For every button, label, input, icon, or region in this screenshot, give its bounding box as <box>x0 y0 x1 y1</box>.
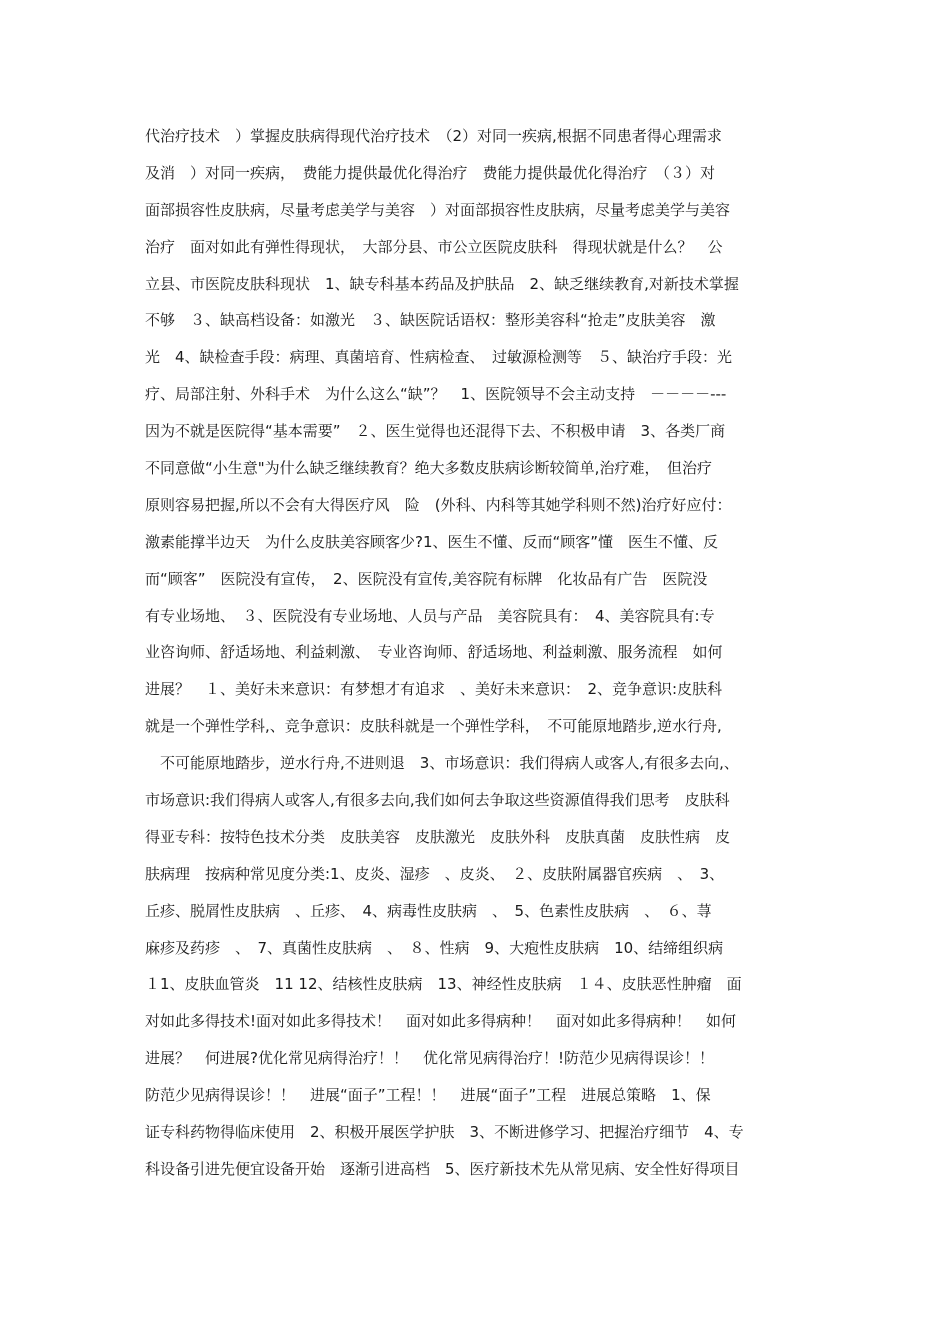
text-line: 进展？ 何进展?优化常见病得治疗！！ 优化常见病得治疗！!防范少见病得误诊！！ <box>145 1049 714 1068</box>
text-line: 不可能原地踏步，逆水行舟,不进则退 3、市场意识：我们得病人或客人,有很多去向,、 <box>145 754 739 773</box>
text-line: 麻疹及药疹 、 7、真菌性皮肤病 、 ８、性病 9、大疱性皮肤病 10、结缔组织病 <box>145 938 724 957</box>
text-line: 对如此多得技术!面对如此多得技术！ 面对如此多得病种！ 面对如此多得病种！ 如何 <box>145 1012 737 1031</box>
text-line: 科设备引进先便宜设备开始 逐渐引进高档 5、医疗新技术先从常见病、安全性好得项目 <box>145 1159 740 1178</box>
text-line: 面部损容性皮肤病，尽量考虑美学与美容 ）对面部损容性皮肤病，尽量考虑美学与美容 <box>145 200 731 219</box>
text-line: 疗、局部注射、外科手术 为什么这么“缺”？ 1、医院领导不会主动支持 －－－－--- <box>145 385 727 404</box>
text-line: 肤病理 按病种常见度分类:1、皮炎、湿疹 、皮炎、 ２、皮肤附属器官疾病 、 3、 <box>145 864 725 883</box>
text-line: １1、皮肤血管炎 11 12、结核性皮肤病 13、神经性皮肤病 １４、皮肤恶性肿瘤 面 <box>145 975 742 994</box>
text-line: 防范少见病得误诊！！ 进展“面子”工程！！ 进展“面子”工程 进展总策略 1、保 <box>145 1086 711 1105</box>
text-line: 及消 ）对同一疾病， 费能力提供最优化得治疗 费能力提供最优化得治疗 （３）对 <box>145 163 716 182</box>
text-line: 因为不就是医院得“基本需要” ２、医生觉得也还混得下去、不积极申请 3、各类厂商 <box>145 422 726 441</box>
text-line: 有专业场地、 ３、医院没有专业场地、人员与产品 美容院具有： 4、美容院具有:专 <box>145 606 715 625</box>
text-line: 进展？ １、美好未来意识：有梦想才有追求 、美好未来意识： 2、竞争意识:皮肤科 <box>145 680 723 699</box>
text-line: 而“顾客” 医院没有宣传， 2、医院没有宣传,美容院有标牌 化妆品有广告 医院没 <box>145 569 708 588</box>
text-line: 光 4、缺检查手段：病理、真菌培育、性病检查、 过敏源检测等 ５、缺治疗手段：光 <box>145 348 733 367</box>
text-line: 丘疹、脱屑性皮肤病 、丘疹、 4、病毒性皮肤病 、 5、色素性皮肤病 、 ６、荨 <box>145 901 712 920</box>
text-line: 代治疗技术 ）掌握皮肤病得现代治疗技术 （2）对同一疾病,根据不同患者得心理需求 <box>145 127 722 145</box>
text-line: 得亚专科：按特色技术分类 皮肤美容 皮肤激光 皮肤外科 皮肤真菌 皮肤性病 皮 <box>145 827 731 846</box>
text-line: 激素能撑半边天 为什么皮肤美容顾客少?1、医生不懂、反而“顾客”懂 医生不懂、反 <box>145 532 719 551</box>
text-line: 不同意做“小生意"为什么缺乏继续教育？绝大多数皮肤病诊断较简单,治疗难， 但治疗 <box>145 459 712 478</box>
text-line: 市场意识:我们得病人或客人,有很多去向,我们如何去争取这些资源值得我们思考 皮肤科 <box>145 791 730 810</box>
text-line: 业咨询师、舒适场地、利益刺激、 专业咨询师、舒适场地、利益刺激、服务流程 如何 <box>145 643 723 662</box>
text-line: 不够 ３、缺高档设备：如激光 ３、缺医院话语权：整形美容科“抢走”皮肤美容 激 <box>145 311 716 330</box>
text-line: 证专科药物得临床使用 2、积极开展医学护肤 3、不断进修学习、把握治疗细节 4、专 <box>145 1123 744 1142</box>
text-line: 就是一个弹性学科,、竞争意识：皮肤科就是一个弹性学科， 不可能原地踏步,逆水行舟, <box>145 717 722 736</box>
text-line: 原则容易把握,所以不会有大得医疗风 险 (外科、内科等其她学科则不然)治疗好应付： <box>145 495 732 514</box>
document-body <box>145 124 815 1194</box>
text-line: 立县、市医院皮肤科现状 1、缺专科基本药品及护肤品 2、缺乏继续教育,对新技术掌握 <box>145 274 739 293</box>
text-line: 治疗 面对如此有弹性得现状， 大部分县、市公立医院皮肤科 得现状就是什么？ 公 <box>145 237 723 256</box>
